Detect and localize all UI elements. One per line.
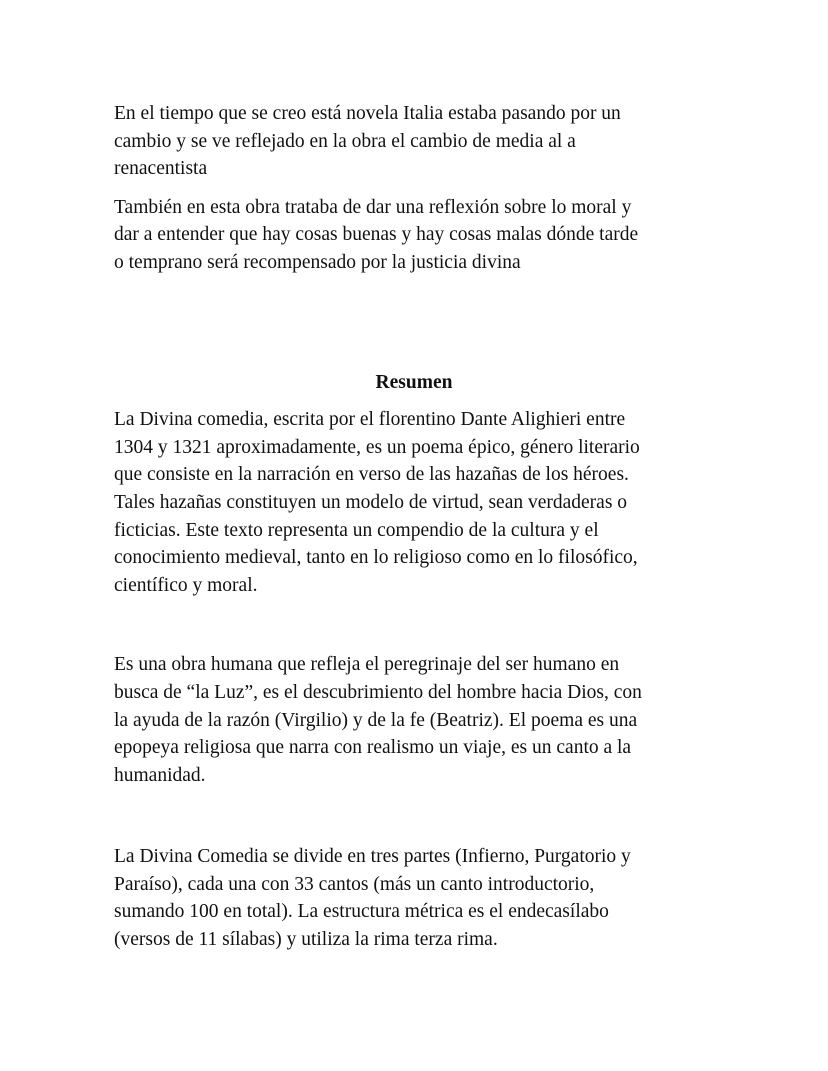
section-heading: Resumen (375, 371, 453, 393)
paragraph-moral-reflection: También en esta obra trataba de dar una reflexión sobre lo moral y dar a entender que hay cosas buenas y hay cosas malas dónde tarde o temprano será recompensado por la justicia divina (114, 196, 639, 273)
paragraph-summary-intro: La Divina comedia, escrita por el florentino Dante Alighieri entre 1304 y 1321 aproximadamente, es un poema épico, género literario que consiste en la narración en verso de las hazañas de los héroes. Tales hazañas constituyen un modelo de virtud, sean verdaderas o ficticias. Este texto representa un compendio de la cultura y el conocimiento medieval, tanto en lo religioso como en lo filosófico, científico y moral. (114, 409, 640, 596)
paragraph-context: En el tiempo que se creo está novela Italia estaba pasando por un cambio y se ve reflejado en la obra el cambio de media al a renacentista (114, 103, 621, 180)
paragraph-summary-structure: La Divina Comedia se divide en tres partes (Infierno, Purgatorio y Paraíso), cada una con 33 cantos (más un canto introductorio, sumando 100 en total). La estructura métrica es el endecasílabo (versos de 11 sílabas) y utiliza la rima terza rima. (114, 846, 631, 951)
document-body (114, 100, 714, 954)
paragraph-summary-journey: Es una obra humana que refleja el peregrinaje del ser humano en busca de “la Luz”, es el descubrimiento del hombre hacia Dios, con la ayuda de la razón (Virgilio) y de la fe (Beatriz). El poema es una epopeya religiosa que narra con realismo un viaje, es un canto a la humanidad. (114, 654, 642, 786)
